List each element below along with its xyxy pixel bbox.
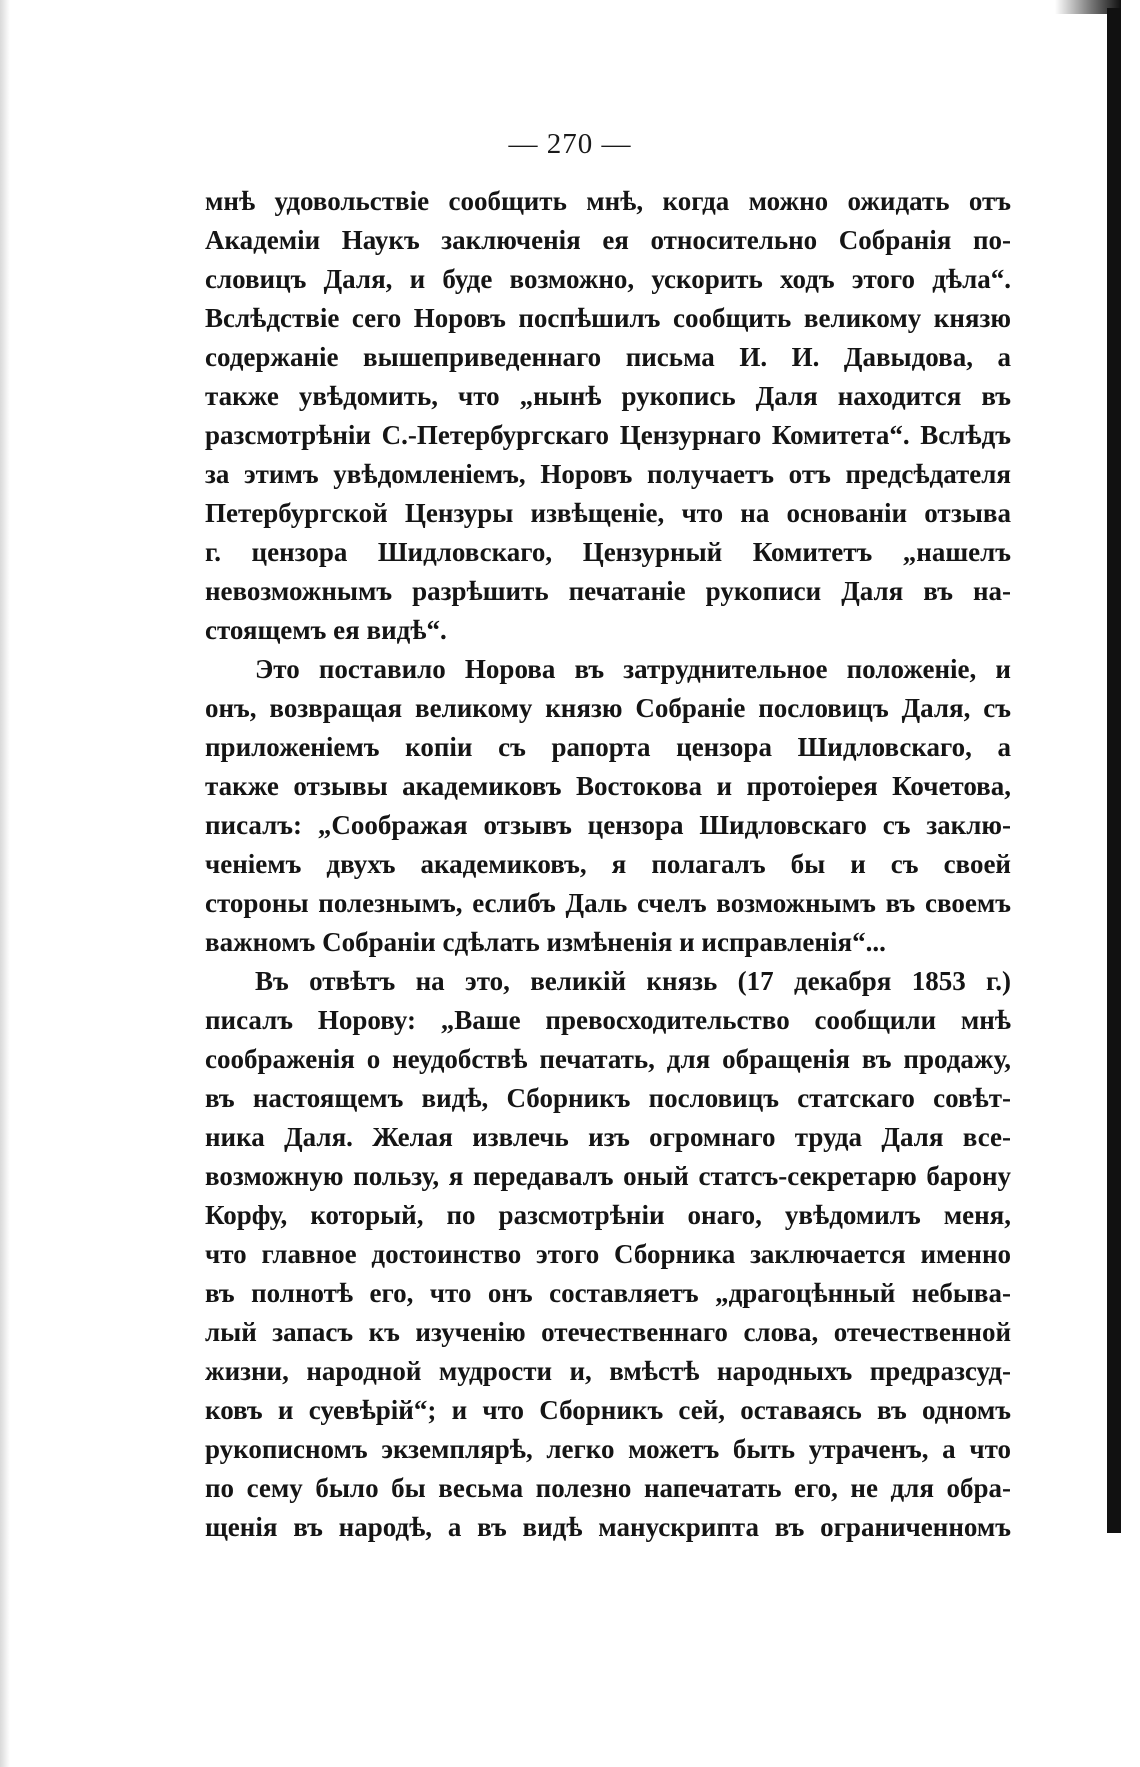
text-line: разсмотрѣніи С.-Петербургскаго Цензурнаго Комитета“. Вслѣдъ bbox=[205, 420, 1011, 450]
text-line: Академіи Наукъ заключенія ея относительно Собранія по- bbox=[205, 225, 1011, 255]
text-line: г. цензора Шидловскаго, Цензурный Комитетъ „нашелъ bbox=[205, 537, 1011, 567]
text-line: жизни, народной мудрости и, вмѣстѣ народныхъ предразсуд- bbox=[205, 1356, 1011, 1386]
text-line: важномъ Собраніи сдѣлать измѣненія и исправленія“... bbox=[205, 927, 886, 957]
text-line: онъ, возвращая великому князю Собраніе пословицъ Даля, съ bbox=[205, 693, 1011, 723]
text-line: щенія въ народѣ, а въ видѣ манускрипта въ ограниченномъ bbox=[205, 1512, 1011, 1542]
text-line: по сему было бы весьма полезно напечатать его, не для обра- bbox=[205, 1473, 1011, 1503]
page-number: — 270 — bbox=[508, 128, 632, 160]
text-line: мнѣ удовольствіе сообщить мнѣ, когда можно ожидать отъ bbox=[205, 186, 1011, 216]
text-line: Петербургской Цензуры извѣщеніе, что на основаніи отзыва bbox=[205, 498, 1011, 528]
text-line: писалъ Норову: „Ваше превосходительство сообщили мнѣ bbox=[205, 1005, 1011, 1035]
text-line: Корфу, который, по разсмотрѣніи онаго, увѣдомилъ меня, bbox=[205, 1200, 1011, 1230]
text-line: въ полнотѣ его, что онъ составляетъ „драгоцѣнный небыва- bbox=[205, 1278, 1011, 1308]
text-line: въ настоящемъ видѣ, Сборникъ пословицъ статскаго совѣт- bbox=[205, 1083, 1011, 1113]
text-line: ченіемъ двухъ академиковъ, я полагалъ бы и съ своей bbox=[205, 849, 1011, 879]
text-line: стороны полезнымъ, еслибъ Даль счелъ возможнымъ въ своемъ bbox=[205, 888, 1011, 918]
text-line: ковъ и суевѣрій“; и что Сборникъ сей, оставаясь въ одномъ bbox=[205, 1395, 1011, 1425]
text-line: невозможнымъ разрѣшить печатаніе рукописи Даля въ на- bbox=[205, 576, 1011, 606]
text-line: возможную пользу, я передавалъ оный статсъ-секретарю барону bbox=[205, 1161, 1011, 1191]
text-line: что главное достоинство этого Сборника заключается именно bbox=[205, 1239, 1011, 1269]
text-line: стоящемъ ея видѣ“. bbox=[205, 615, 447, 645]
text-line: соображенія о неудобствѣ печатать, для обращенія въ продажу, bbox=[205, 1044, 1011, 1074]
page-spine-shadow bbox=[0, 0, 10, 1767]
text-line: приложеніемъ копіи съ рапорта цензора Шидловскаго, а bbox=[205, 732, 1011, 762]
text-line: также увѣдомить, что „нынѣ рукопись Даля находится въ bbox=[205, 381, 1011, 411]
text-line: словицъ Даля, и буде возможно, ускорить ходъ этого дѣла“. bbox=[205, 264, 1011, 294]
text-line: лый запасъ къ изученію отечественнаго слова, отечественной bbox=[205, 1317, 1011, 1347]
text-line: также отзывы академиковъ Востокова и протоіерея Кочетова, bbox=[205, 771, 1011, 801]
text-line: за этимъ увѣдомленіемъ, Норовъ получаетъ отъ предсѣдателя bbox=[205, 459, 1011, 489]
text-line: рукописномъ экземплярѣ, легко можетъ быть утраченъ, а что bbox=[205, 1434, 1011, 1464]
text-line: писалъ: „Соображая отзывъ цензора Шидловскаго съ заклю- bbox=[205, 810, 1011, 840]
text-line: Это поставило Норова въ затруднительное положеніе, и bbox=[255, 654, 1011, 684]
text-line: Въ отвѣтъ на это, великій князь (17 декабря 1853 г.) bbox=[255, 966, 1011, 996]
text-line: Вслѣдствіе сего Норовъ поспѣшилъ сообщить великому князю bbox=[205, 303, 1011, 333]
text-line: ника Даля. Желая извлечь изъ огромнаго труда Даля все- bbox=[205, 1122, 1011, 1152]
text-line: содержаніе вышеприведеннаго письма И. И. Давыдова, а bbox=[205, 342, 1011, 372]
page-right-edge bbox=[1107, 8, 1121, 1533]
body-text bbox=[205, 182, 1011, 1547]
